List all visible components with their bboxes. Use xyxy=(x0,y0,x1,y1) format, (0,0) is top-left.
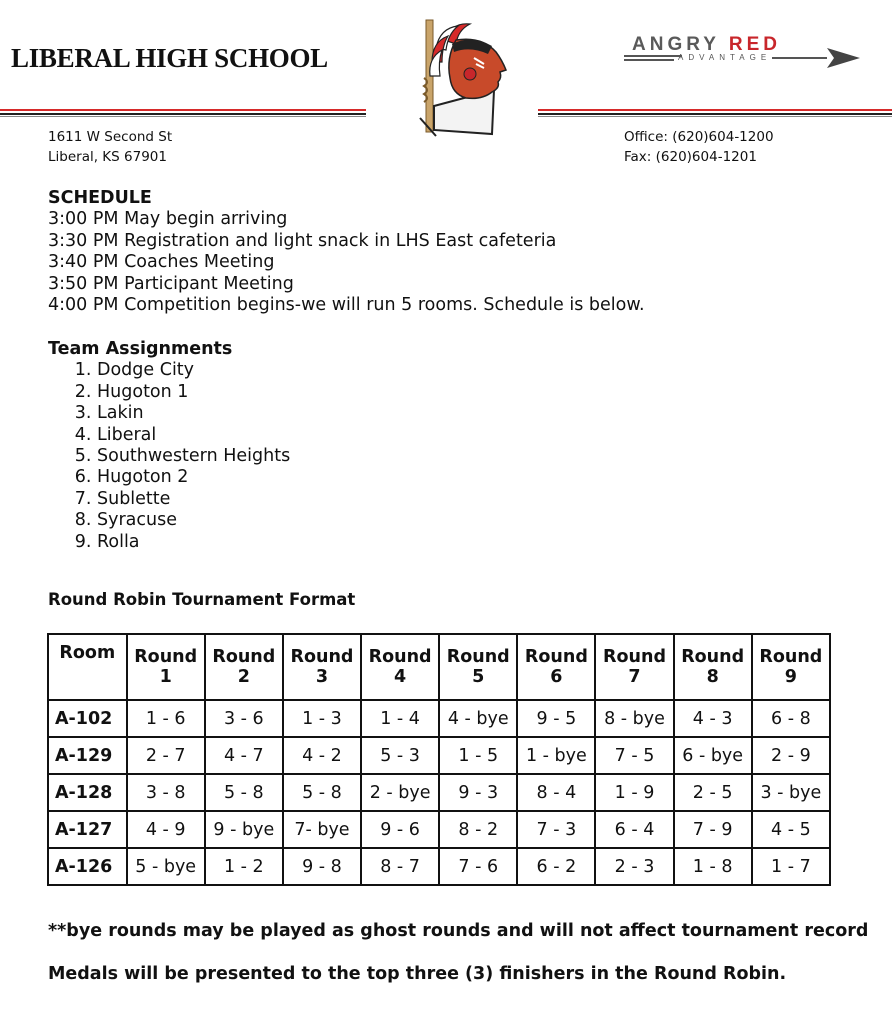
match-cell: 1 - bye xyxy=(517,737,595,774)
fax-number: Fax: (620)604-1201 xyxy=(624,149,757,165)
round-number: 4 xyxy=(394,667,407,687)
table-row xyxy=(48,811,830,848)
match-cell: 6 - 2 xyxy=(517,848,595,885)
match-cell: 3 - bye xyxy=(752,774,830,811)
match-cell: 9 - 8 xyxy=(283,848,361,885)
match-cell: 4 - 9 xyxy=(127,811,205,848)
mascot-logo-icon xyxy=(414,18,514,140)
schedule-section xyxy=(48,188,645,316)
match-cell: 7 - 6 xyxy=(439,848,517,885)
match-cell: 4 - 2 xyxy=(283,737,361,774)
match-cell: 5 - 3 xyxy=(361,737,439,774)
schedule-item: 3:00 PM May begin arriving xyxy=(48,209,288,230)
team-list xyxy=(48,360,290,553)
round-number: 2 xyxy=(237,667,250,687)
room-cell: A-102 xyxy=(48,700,127,737)
room-cell: A-129 xyxy=(48,737,127,774)
round-number: 6 xyxy=(550,667,563,687)
match-cell: 1 - 2 xyxy=(205,848,283,885)
room-cell: A-126 xyxy=(48,848,127,885)
round-column-header xyxy=(752,634,830,700)
match-cell: 8 - 2 xyxy=(439,811,517,848)
match-cell: 5 - bye xyxy=(127,848,205,885)
room-column-header: Room xyxy=(48,634,127,700)
round-label: Round xyxy=(290,647,354,667)
round-column-header xyxy=(361,634,439,700)
schedule-item: 3:50 PM Participant Meeting xyxy=(48,273,294,294)
address-line-1: 1611 W Second St xyxy=(48,129,173,145)
bye-rounds-note: **bye rounds may be played as ghost rounds and will not affect tournament record xyxy=(48,921,869,941)
match-cell: 4 - 5 xyxy=(752,811,830,848)
match-cell: 8 - 7 xyxy=(361,848,439,885)
brand-word-angry: ANGRY xyxy=(632,34,720,55)
team-item: 3. Lakin xyxy=(97,403,290,424)
table-row xyxy=(48,700,830,737)
round-column-header xyxy=(127,634,205,700)
round-robin-table xyxy=(47,633,831,886)
round-column-header xyxy=(674,634,752,700)
school-contact xyxy=(624,127,774,167)
room-cell: A-127 xyxy=(48,811,127,848)
room-cell: A-128 xyxy=(48,774,127,811)
brand-word-red: RED xyxy=(728,34,781,55)
match-cell: 1 - 5 xyxy=(439,737,517,774)
match-cell: 8 - 4 xyxy=(517,774,595,811)
round-label: Round xyxy=(603,647,666,667)
team-item: 4. Liberal xyxy=(97,425,290,446)
match-cell: 6 - bye xyxy=(674,737,752,774)
match-cell: 7 - 9 xyxy=(674,811,752,848)
team-item: 8. Syracuse xyxy=(97,510,290,531)
team-assignments-section xyxy=(48,339,290,553)
office-phone: Office: (620)604-1200 xyxy=(624,129,774,145)
round-column-header xyxy=(595,634,673,700)
match-cell: 8 - bye xyxy=(595,700,673,737)
round-number: 1 xyxy=(159,667,172,687)
match-cell: 4 - 7 xyxy=(205,737,283,774)
match-cell: 2 - 9 xyxy=(752,737,830,774)
round-number: 8 xyxy=(706,667,719,687)
match-cell: 2 - bye xyxy=(361,774,439,811)
team-item: 2. Hugoton 1 xyxy=(97,382,290,403)
address-line-2: Liberal, KS 67901 xyxy=(48,149,167,165)
table-header-row xyxy=(48,634,830,700)
round-label: Round xyxy=(446,647,510,667)
match-cell: 7 - 3 xyxy=(517,811,595,848)
team-item: 1. Dodge City xyxy=(97,360,290,381)
schedule-item: 3:30 PM Registration and light snack in LHS East cafeteria xyxy=(48,230,557,251)
team-item: 6. Hugoton 2 xyxy=(97,467,290,488)
team-item: 5. Southwestern Heights xyxy=(97,446,290,467)
match-cell: 2 - 7 xyxy=(127,737,205,774)
match-cell: 2 - 5 xyxy=(674,774,752,811)
table-row xyxy=(48,848,830,885)
match-cell: 3 - 6 xyxy=(205,700,283,737)
round-column-header xyxy=(283,634,361,700)
team-item: 7. Sublette xyxy=(97,489,290,510)
match-cell: 1 - 9 xyxy=(595,774,673,811)
match-cell: 7 - 5 xyxy=(595,737,673,774)
school-name: LIBERAL HIGH SCHOOL xyxy=(11,43,328,73)
match-cell: 9 - 6 xyxy=(361,811,439,848)
round-label: Round xyxy=(368,647,432,667)
round-label: Round xyxy=(524,647,588,667)
match-cell: 6 - 8 xyxy=(752,700,830,737)
match-cell: 2 - 3 xyxy=(595,848,673,885)
school-address xyxy=(48,127,172,167)
round-label: Round xyxy=(681,647,745,667)
match-cell: 7- bye xyxy=(283,811,361,848)
match-cell: 1 - 6 xyxy=(127,700,205,737)
medals-note: Medals will be presented to the top three (3) finishers in the Round Robin. xyxy=(48,964,787,984)
match-cell: 9 - 5 xyxy=(517,700,595,737)
round-label: Round xyxy=(759,647,823,667)
match-cell: 9 - 3 xyxy=(439,774,517,811)
table-row xyxy=(48,737,830,774)
brand-subtitle: ADVANTAGE xyxy=(678,53,772,62)
tournament-format-title: Round Robin Tournament Format xyxy=(48,590,356,609)
match-cell: 3 - 8 xyxy=(127,774,205,811)
match-cell: 5 - 8 xyxy=(283,774,361,811)
match-cell: 9 - bye xyxy=(205,811,283,848)
match-cell: 5 - 8 xyxy=(205,774,283,811)
match-cell: 6 - 4 xyxy=(595,811,673,848)
match-cell: 1 - 4 xyxy=(361,700,439,737)
round-column-header xyxy=(439,634,517,700)
round-label: Round xyxy=(134,647,198,667)
match-cell: 1 - 7 xyxy=(752,848,830,885)
team-item: 9. Rolla xyxy=(97,532,290,553)
round-number: 9 xyxy=(784,667,797,687)
round-column-header xyxy=(205,634,283,700)
table-row xyxy=(48,774,830,811)
schedule-heading: SCHEDULE xyxy=(48,188,152,208)
schedule-item: 3:40 PM Coaches Meeting xyxy=(48,252,275,273)
round-number: 5 xyxy=(472,667,485,687)
team-assignments-heading: Team Assignments xyxy=(48,339,233,359)
match-cell: 4 - bye xyxy=(439,700,517,737)
match-cell: 1 - 8 xyxy=(674,848,752,885)
round-number: 7 xyxy=(628,667,641,687)
round-label: Round xyxy=(212,647,276,667)
match-cell: 1 - 3 xyxy=(283,700,361,737)
round-number: 3 xyxy=(315,667,329,687)
round-column-header xyxy=(517,634,595,700)
match-cell: 4 - 3 xyxy=(674,700,752,737)
schedule-item: 4:00 PM Competition begins-we will run 5 rooms. Schedule is below. xyxy=(48,295,645,316)
angry-red-advantage-logo xyxy=(622,34,862,78)
